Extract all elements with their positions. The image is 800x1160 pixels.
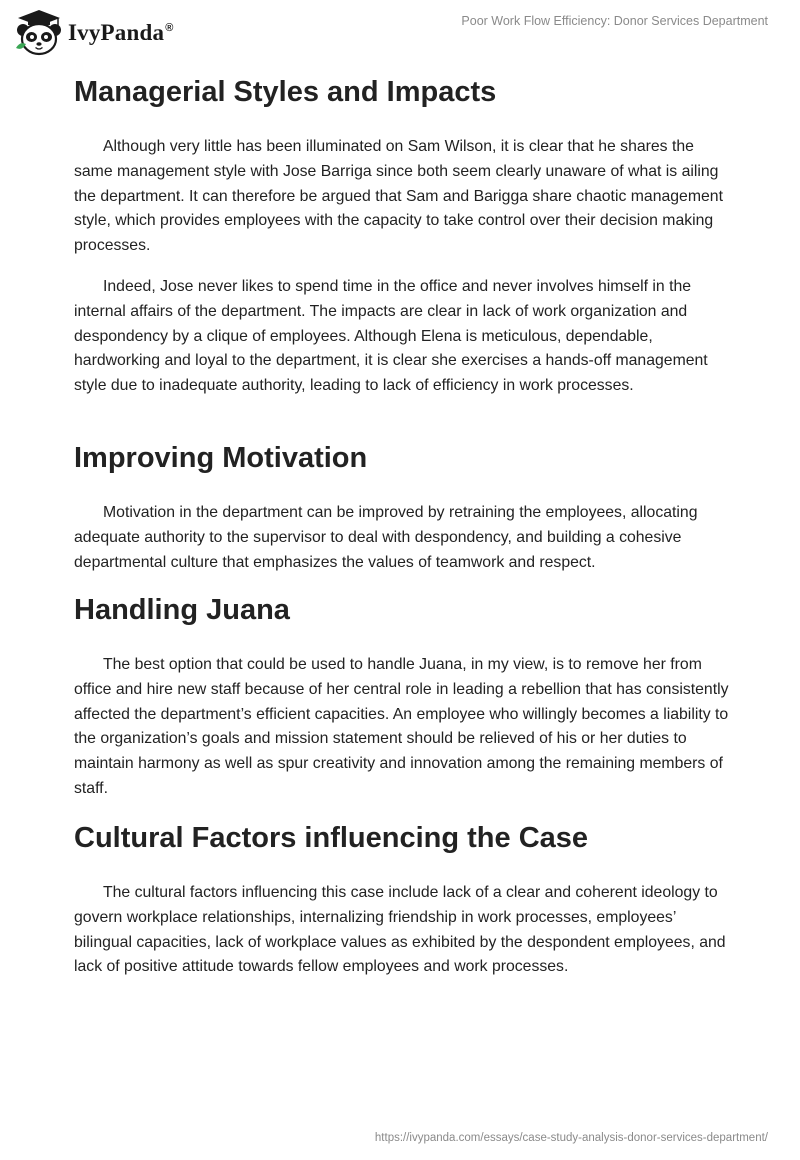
- section-heading: Managerial Styles and Impacts: [74, 76, 497, 108]
- ivypanda-logo[interactable]: [14, 8, 174, 56]
- section-managerial-styles: [74, 70, 734, 399]
- paragraph: Motivation in the department can be improved by retraining the employees, allocating adequate authority to the supervisor to deal with despondency, and building a cohesive departmental culture that emphasizes the values of teamwork and respect.: [74, 504, 698, 571]
- paragraph: Although very little has been illuminated on Sam Wilson, it is clear that he shares the same management style with Jose Barriga since both seem clearly unaware of what is ailing the department. It can therefore be argued that Sam and Barigga share chaotic management style, which provides employees with the capacity to take control over their decision making processes.: [74, 138, 723, 255]
- source-url[interactable]: https://ivypanda.com/essays/case-study-analysis-donor-services-department/: [374, 1132, 768, 1144]
- panda-graduate-icon: [14, 8, 64, 56]
- page-header: [0, 0, 800, 60]
- section-improving-motivation: [74, 436, 734, 575]
- section-heading: Handling Juana: [74, 594, 290, 626]
- section-heading: Improving Motivation: [74, 442, 368, 474]
- section-handling-juana: [74, 588, 734, 802]
- section-cultural-factors: [74, 816, 734, 980]
- paragraph: Indeed, Jose never likes to spend time in the office and never involves himself in the internal affairs of the department. The impacts are clear in lack of work organization and despondency by a clique of employees. Although Elena is meticulous, dependable, hardworking and loyal to the department, it is clear she exercises a hands-off management style due to inadequate authority, leading to lack of efficiency in work processes.: [74, 277, 708, 395]
- brand-name: IvyPanda®: [68, 20, 174, 45]
- document-title: Poor Work Flow Efficiency: Donor Services Department: [461, 14, 768, 28]
- paragraph: The cultural factors influencing this case include lack of a clear and coherent ideology to govern workplace relationships, internalizing friendship in work processes, employees’ bilingual capacities, lack of workplace values as exhibited by the despondent employees, and lack of positive attitude towards fellow employees and work processes.: [74, 884, 726, 976]
- registered-mark: ®: [165, 22, 174, 35]
- section-heading: Cultural Factors influencing the Case: [74, 822, 589, 854]
- paragraph: The best option that could be used to handle Juana, in my view, is to remove her from office and hire new staff because of her central role in leading a rebellion that has consistently affected the department’s efficient capacities. An employee who willingly becomes a liability to the organization’s goals and mission statement should be relieved of his or her duties to maintain harmony as well as spur creativity and innovation among the remaining members of staff.: [74, 656, 729, 797]
